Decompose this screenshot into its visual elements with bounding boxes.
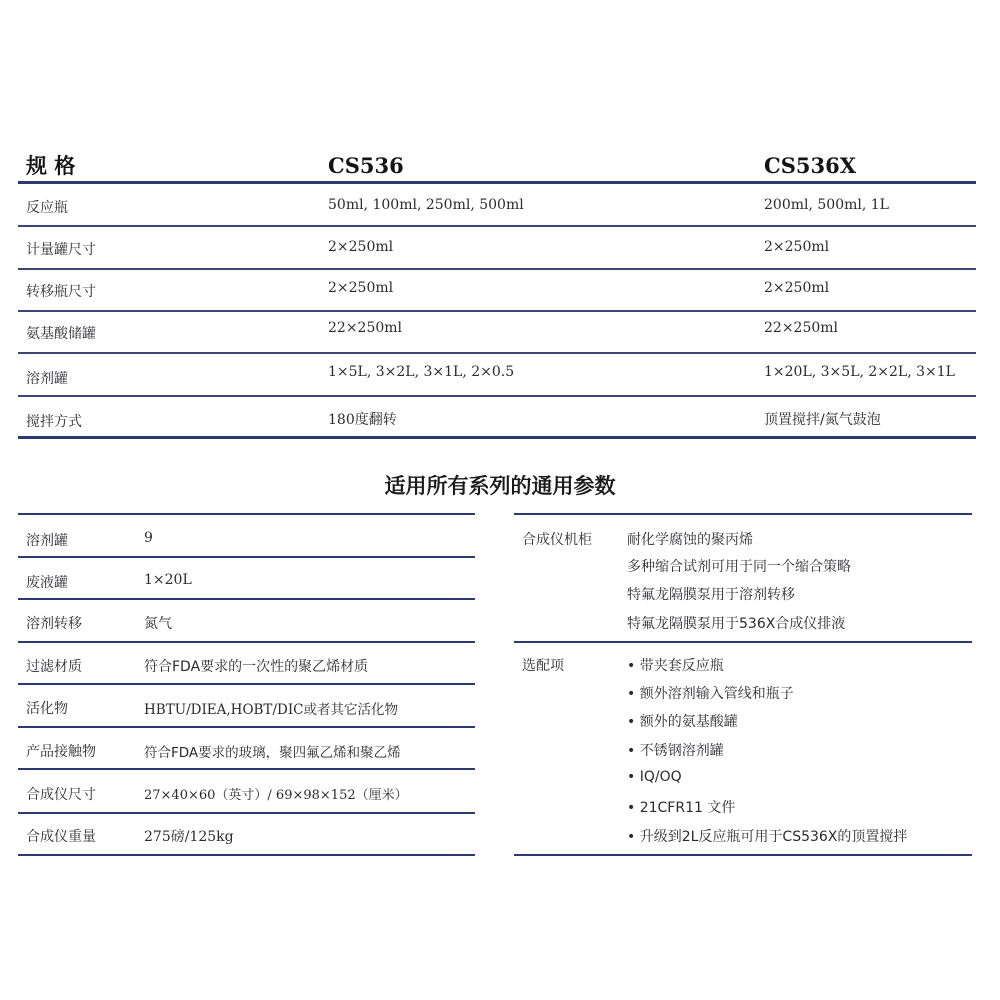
spec-row-cs536x-value: 顶置搅拌/氮气鼓泡 bbox=[764, 412, 881, 428]
row-divider bbox=[18, 556, 475, 558]
row-divider bbox=[18, 395, 976, 397]
spec-row-label: 溶剂罐 bbox=[26, 371, 68, 387]
spec-row-cs536-value: 50ml, 100ml, 250ml, 500ml bbox=[328, 197, 524, 213]
row-divider bbox=[18, 310, 976, 312]
row-divider bbox=[18, 268, 976, 270]
spec-row-cs536-value: 180度翻转 bbox=[328, 412, 397, 428]
spec-row-cs536x-value: 200ml, 500ml, 1L bbox=[764, 197, 889, 213]
spec-header-divider bbox=[18, 181, 976, 184]
left-row-value: 275磅/125kg bbox=[144, 829, 234, 845]
left-table-top-border bbox=[18, 513, 475, 515]
row-divider bbox=[18, 352, 976, 354]
right-table-bottom-border bbox=[514, 854, 972, 856]
spec-row-cs536-value: 2×250ml bbox=[328, 239, 394, 255]
left-row-label: 合成仪尺寸 bbox=[26, 787, 96, 803]
spec-row-cs536-value: 22×250ml bbox=[328, 320, 403, 336]
row-divider bbox=[18, 768, 475, 770]
spec-table-bottom-border bbox=[18, 436, 976, 439]
right-table-top-border bbox=[514, 513, 972, 515]
general-params-title: 适用所有系列的通用参数 bbox=[384, 474, 616, 498]
cabinet-label: 合成仪机柜 bbox=[522, 532, 592, 548]
options-item: • 额外溶剂输入管线和瓶子 bbox=[627, 686, 794, 702]
left-row-value: 9 bbox=[144, 530, 153, 546]
options-item: • 升级到2L反应瓶可用于CS536X的顶置搅拌 bbox=[627, 829, 908, 845]
row-divider bbox=[18, 812, 475, 814]
row-divider bbox=[514, 641, 972, 643]
options-label: 选配项 bbox=[522, 658, 564, 674]
left-row-value: 符合FDA要求的一次性的聚乙烯材质 bbox=[144, 659, 369, 675]
left-row-label: 产品接触物 bbox=[26, 744, 96, 760]
left-row-value: HBTU/DIEA,HOBT/DIC或者其它活化物 bbox=[144, 702, 398, 718]
options-item: • IQ/OQ bbox=[627, 769, 682, 785]
cabinet-line: 特氟龙隔膜泵用于536X合成仪排液 bbox=[627, 616, 846, 632]
left-row-value: 27×40×60（英寸）/ 69×98×152（厘米） bbox=[144, 788, 408, 803]
left-table-bottom-border bbox=[18, 854, 475, 856]
spec-row-cs536x-value: 1×20L, 3×5L, 2×2L, 3×1L bbox=[764, 364, 955, 380]
spec-header-cs536: CS536 bbox=[328, 153, 404, 178]
row-divider bbox=[18, 683, 475, 685]
spec-header-cs536x: CS536X bbox=[764, 153, 857, 178]
cabinet-line: 多种缩合试剂可用于同一个缩合策略 bbox=[627, 559, 851, 575]
left-row-label: 溶剂罐 bbox=[26, 533, 68, 549]
spec-row-label: 计量罐尺寸 bbox=[26, 242, 96, 258]
spec-row-label: 转移瓶尺寸 bbox=[26, 284, 96, 300]
spec-row-label: 氨基酸储罐 bbox=[26, 326, 96, 342]
left-row-label: 溶剂转移 bbox=[26, 616, 82, 632]
options-item: • 不锈钢溶剂罐 bbox=[627, 743, 724, 759]
spec-row-cs536x-value: 22×250ml bbox=[764, 320, 839, 336]
left-row-label: 合成仪重量 bbox=[26, 829, 96, 845]
spec-row-cs536-value: 1×5L, 3×2L, 3×1L, 2×0.5 bbox=[328, 364, 515, 380]
spec-row-label: 反应瓶 bbox=[26, 200, 68, 216]
row-divider bbox=[18, 641, 475, 643]
left-row-value: 1×20L bbox=[144, 572, 192, 588]
cabinet-line: 特氟龙隔膜泵用于溶剂转移 bbox=[627, 587, 795, 603]
left-row-label: 废液罐 bbox=[26, 575, 68, 591]
options-item: • 带夹套反应瓶 bbox=[627, 658, 724, 674]
left-row-value: 氮气 bbox=[144, 616, 172, 632]
spec-header-label: 规 格 bbox=[26, 154, 76, 178]
spec-row-cs536x-value: 2×250ml bbox=[764, 239, 830, 255]
spec-row-cs536-value: 2×250ml bbox=[328, 280, 394, 296]
left-row-label: 过滤材质 bbox=[26, 659, 82, 675]
row-divider bbox=[18, 225, 976, 227]
left-row-value: 符合FDA要求的玻璃，聚四氟乙烯和聚乙烯 bbox=[144, 745, 401, 761]
spec-row-label: 搅拌方式 bbox=[26, 414, 82, 430]
options-item: • 额外的氨基酸罐 bbox=[627, 714, 738, 730]
cabinet-line: 耐化学腐蚀的聚丙烯 bbox=[627, 532, 753, 548]
row-divider bbox=[18, 726, 475, 728]
row-divider bbox=[18, 598, 475, 600]
left-row-label: 活化物 bbox=[26, 701, 68, 717]
spec-row-cs536x-value: 2×250ml bbox=[764, 280, 830, 296]
options-item: • 21CFR11 文件 bbox=[627, 800, 736, 816]
